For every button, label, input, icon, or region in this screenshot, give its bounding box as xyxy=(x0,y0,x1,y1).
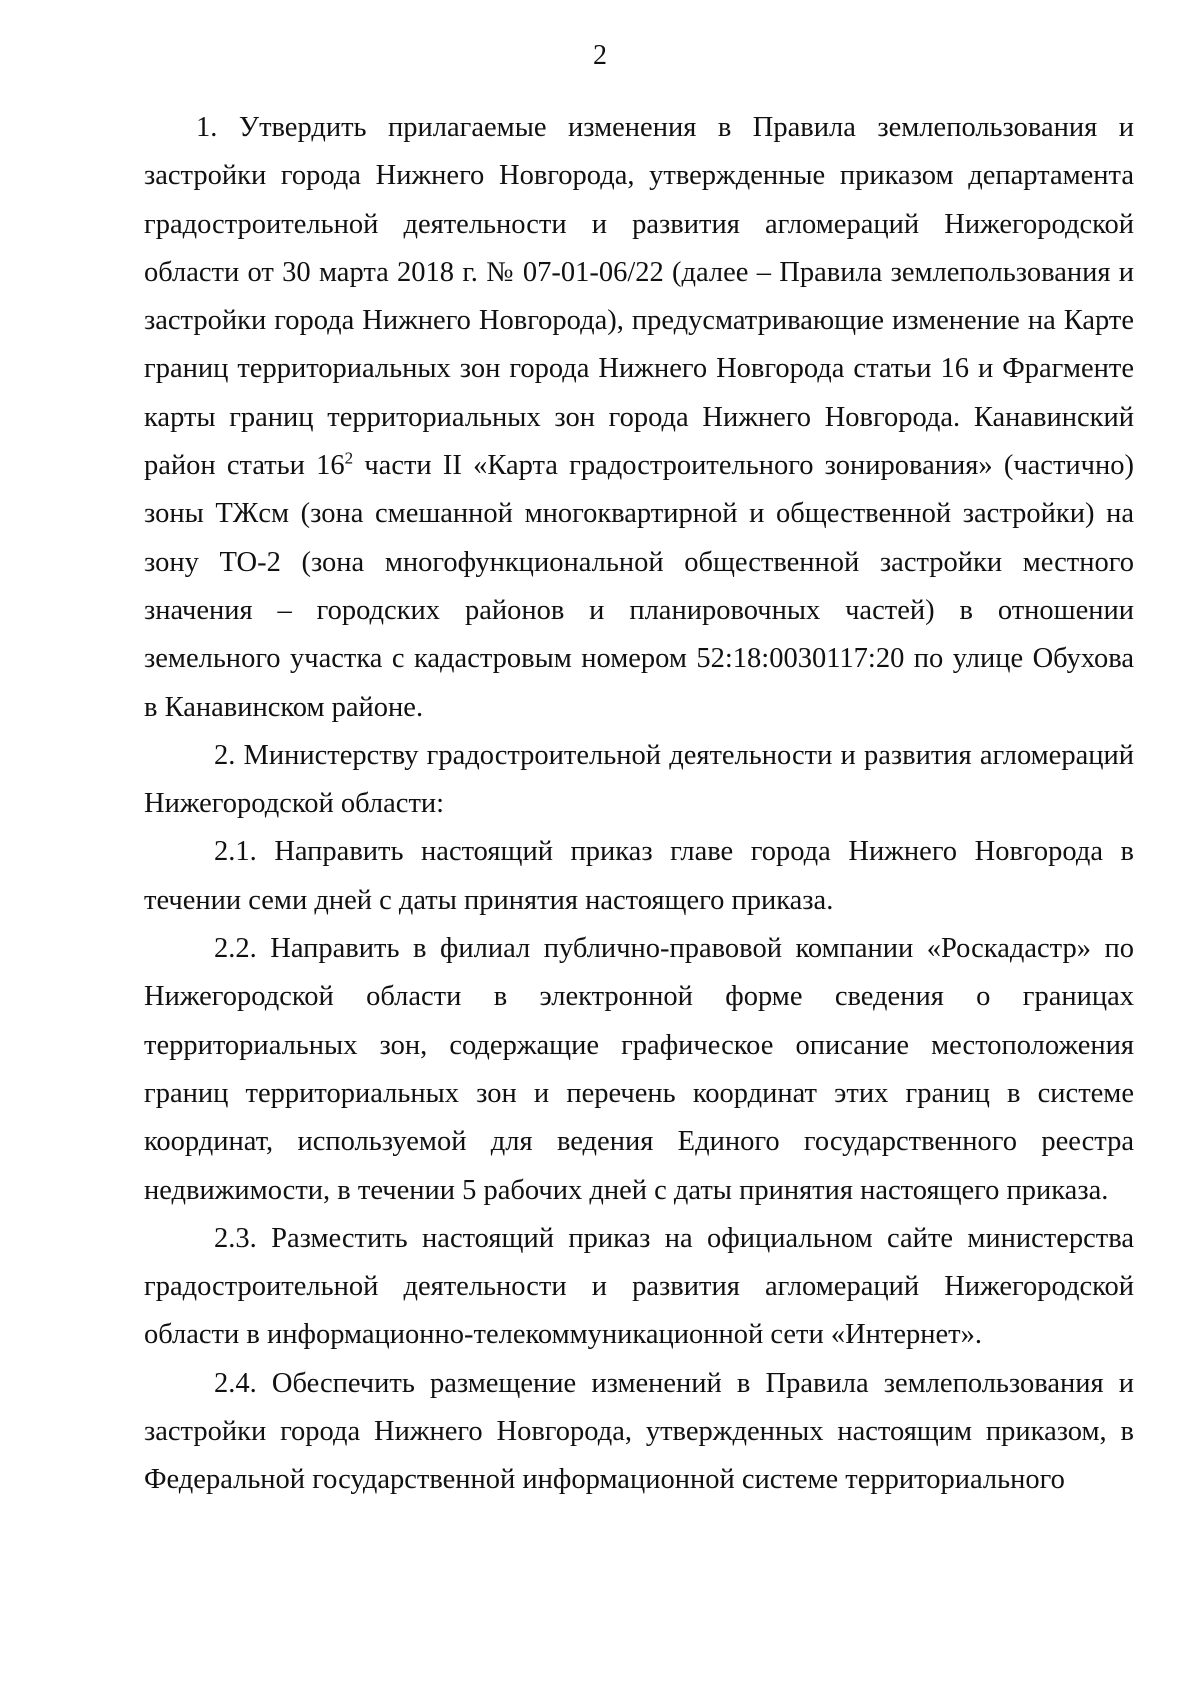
paragraph-item-1-text-a: 1. Утвердить прилагаемые изменения в Правила землепользования и застройки города Нижнего Новгорода, утвержденные приказом департамента градостроительной деятельности и развития агломераций Нижегородской области от 30 марта 2018 г. № 07-01-06/22 (далее – Правила землепользования и застройки города Нижнего Новгорода), предусматривающие изменение на Карте границ территориальных зон города Нижнего Новгорода статьи 16 и Фрагменте карты границ территориальных зон города Нижнего Новгорода. Канавинский район статьи 16 xyxy=(144,112,1134,482)
paragraph-item-2-1: 2.1. Направить настоящий приказ главе города Нижнего Новгорода в течении семи дней с даты принятия настоящего приказа. xyxy=(144,836,1134,916)
superscript-2: 2 xyxy=(344,448,354,468)
document-body xyxy=(144,104,1134,1505)
paragraph-item-2-2: 2.2. Направить в филиал публично-правовой компании «Роскадастр» по Нижегородской области в электронной форме сведения о границах территориальных зон, содержащие графическое описание местоположения границ территориальных зон и перечень координат этих границ в системе координат, используемой для ведения Единого государственного реестра недвижимости, в течении 5 рабочих дней с даты принятия настоящего приказа. xyxy=(144,933,1134,1206)
page-number: 2 xyxy=(593,40,607,71)
paragraph-item-2: 2. Министерству градостроительной деятельности и развития агломераций Нижегородской области: xyxy=(144,739,1134,820)
paragraph-item-2-3: 2.3. Разместить настоящий приказ на официальном сайте министерства градостроительной деятельности и развития агломераций Нижегородской области в информационно-телекоммуникационной сети «Интернет». xyxy=(144,1222,1134,1351)
paragraph-item-2-4: 2.4. Обеспечить размещение изменений в Правила землепользования и застройки города Нижнего Новгорода, утвержденных настоящим приказом, в Федеральной государственной информационной системе территориального xyxy=(144,1367,1134,1496)
paragraph-item-1 xyxy=(144,104,1134,732)
paragraph-item-1-text-b: части II «Карта градостроительного зонирования» (частично) зоны ТЖсм (зона смешанной многоквартирной и общественной застройки) на зону ТО-2 (зона многофункциональной общественной застройки местного значения – городских районов и планировочных частей) в отношении земельного участка с кадастровым номером 52:18:0030117:20 по улице Обухова в Канавинском районе. xyxy=(144,450,1134,723)
